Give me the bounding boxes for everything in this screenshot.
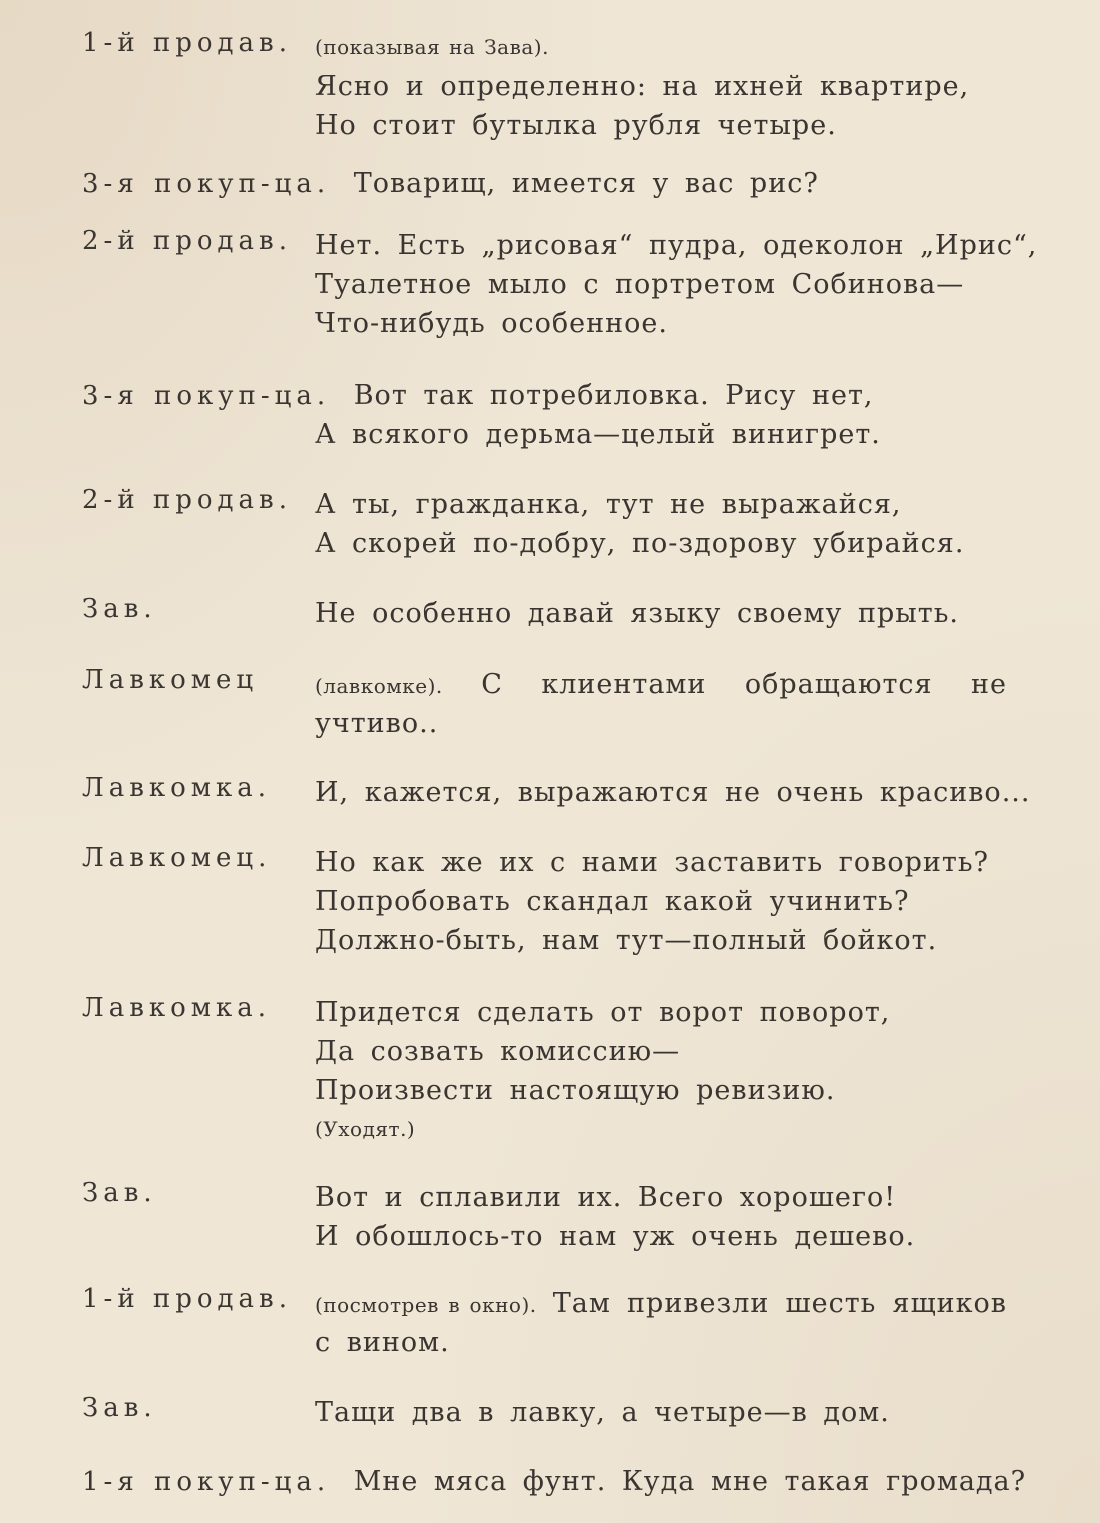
dialogue-line-full: [82, 376, 874, 416]
dialogue-line: Да созвать комиссию—: [315, 1036, 681, 1067]
dialogue-line: Не особенно давай языку своему прыть.: [315, 598, 960, 629]
speaker-name: 1-й продав.: [82, 28, 292, 58]
dialogue-lines: [315, 1284, 1015, 1362]
dialogue-text: С клиентами обращаются не: [481, 669, 1007, 700]
speaker-name: Лавкомка.: [82, 773, 271, 803]
dialogue-line: А ты, гражданка, тут не выражайся,: [315, 489, 902, 520]
dialogue-lines: [315, 415, 1015, 454]
dialogue-lines: [315, 226, 1038, 343]
speaker-name: 2-й продав.: [82, 226, 292, 256]
dialogue-line: Произвести настоящую ревизию.: [315, 1075, 836, 1106]
dialogue-line: А всякого дерьма—целый винигрет.: [315, 419, 881, 450]
speaker-name: Зав.: [82, 594, 157, 624]
dialogue-line: Туалетное мыло с портретом Собинова—: [315, 269, 965, 300]
dialogue-lines: [315, 665, 1015, 743]
speaker-name: Лавкомец: [82, 665, 259, 695]
speaker-name: 3-я покуп-ца.: [82, 381, 331, 411]
dialogue-line: Что-нибудь особенное.: [315, 308, 668, 339]
dialogue-line: Придется сделать от ворот поворот,: [315, 997, 891, 1028]
dialogue-line: [315, 1284, 1007, 1323]
dialogue-lines: [315, 594, 1015, 633]
dialogue-line: И, кажется, выражаются не очень красиво...: [315, 777, 1031, 808]
dialogue-lines: [315, 1178, 1015, 1256]
dialogue-lines: [315, 485, 1015, 563]
speaker-name: 1-й продав.: [82, 1284, 292, 1314]
dialogue-lines: [315, 28, 1015, 145]
dialogue-line: А скорей по-добру, по-здорову убирайся.: [315, 528, 965, 559]
stage-direction: (показывая на Зава).: [315, 35, 549, 59]
dialogue-line: Тащи два в лавку, а четыре—в дом.: [315, 1397, 890, 1428]
dialogue-line-full: [82, 164, 819, 204]
stage-direction: (Уходят.): [315, 1117, 416, 1141]
dialogue-line: Нет. Есть „рисовая“ пудра, одеколон „Ирис“,: [315, 230, 1038, 261]
dialogue-line: учтиво..: [315, 708, 439, 739]
stage-direction: (посмотрев в окно).: [315, 1293, 537, 1317]
speaker-name: Зав.: [82, 1393, 157, 1423]
dialogue-text: Товарищ, имеется у вас рис?: [353, 168, 819, 199]
dialogue-line: Вот и сплавили их. Всего хорошего!: [315, 1182, 897, 1213]
speaker-name: Лавкомец.: [82, 843, 272, 873]
dialogue-line: Но как же их с нами заставить говорить?: [315, 847, 990, 878]
speaker-name: 1-я покуп-ца.: [82, 1467, 331, 1497]
dialogue-line: Должно-быть, нам тут—полный бойкот.: [315, 925, 938, 956]
stage-direction: (лавкомке).: [315, 674, 443, 698]
dialogue-lines: [315, 773, 1031, 812]
dialogue-line: И обошлось-то нам уж очень дешево.: [315, 1221, 916, 1252]
dialogue-lines: [315, 993, 1015, 1149]
dialogue-line-full: [82, 1462, 1026, 1502]
dialogue-line: Ясно и определенно: на ихней квартире,: [315, 71, 970, 102]
dialogue-text: Там привезли шесть ящиков: [552, 1288, 1007, 1319]
dialogue-text: Мне мяса фунт. Куда мне такая громада?: [353, 1466, 1027, 1497]
speaker-name: Зав.: [82, 1178, 157, 1208]
dialogue-line: с вином.: [315, 1327, 450, 1358]
speaker-name: 3-я покуп-ца.: [82, 169, 331, 199]
dialogue-text: Вот так потребиловка. Рису нет,: [353, 380, 874, 411]
dialogue-line: Попробовать скандал какой учинить?: [315, 886, 910, 917]
dialogue-line: Но стоит бутылка рубля четыре.: [315, 110, 837, 141]
dialogue-line: [315, 665, 1007, 704]
dialogue-lines: [315, 843, 1015, 960]
dialogue-lines: [315, 1393, 1015, 1432]
speaker-name: Лавкомка.: [82, 993, 271, 1023]
speaker-name: 2-й продав.: [82, 485, 292, 515]
